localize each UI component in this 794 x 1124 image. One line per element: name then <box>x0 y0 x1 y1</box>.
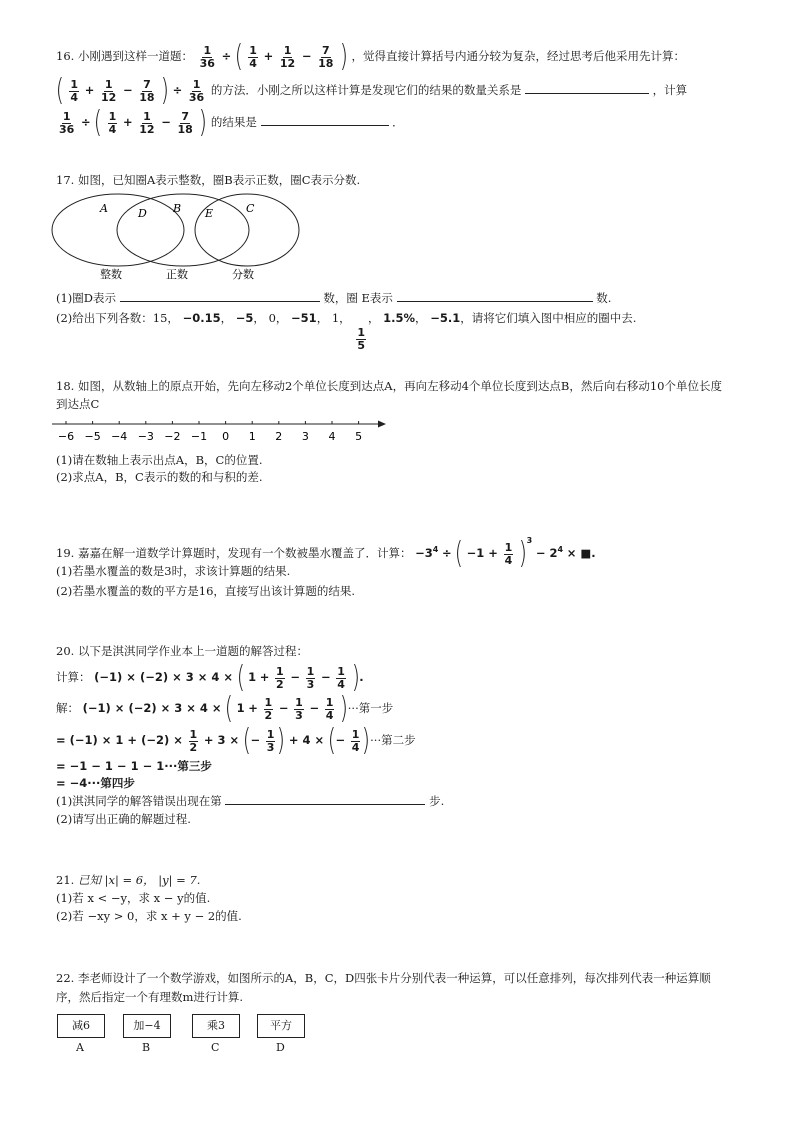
q19-line1: 19. 嘉嘉在解一道数学计算题时，发现有一个数被墨水覆盖了．计算： $-3^4$ ÷ ( −1 + $\frac{1}{4}$ )$^3 - 2^4$ × ■. <box>56 536 596 571</box>
q16-line3: $\frac{1}{36}$ ÷ ( $\frac{1}{4}$ + $\frac{1}{12}$ − $\frac{7}{18}$ ) 的结果是 ． <box>59 105 404 140</box>
number-line-tick-label: −2 <box>164 430 181 443</box>
fraction: $\frac{1}{4}$ <box>108 109 117 136</box>
venn-label-d: D <box>138 207 147 220</box>
number-line-tick-label: −3 <box>137 430 154 443</box>
answer-blank[interactable] <box>397 291 593 302</box>
q22-number: 22. <box>56 971 75 985</box>
number-line-tick-label: 3 <box>301 430 309 443</box>
q21-line1: 21. 已知 |x| = 6， |y| = 7. <box>56 873 201 887</box>
card-d: 平方 <box>257 1014 305 1038</box>
fraction: $\frac{1}{3}$ <box>306 664 315 691</box>
card-label-d: D <box>276 1041 285 1054</box>
q22-line2: 序，然后指定一个有理数m进行计算. <box>56 990 244 1004</box>
answer-blank[interactable] <box>225 794 425 805</box>
number-line-tick-label: 5 <box>355 430 363 443</box>
q20-number: 20. <box>56 644 75 658</box>
fraction: $\frac{1}{3}$ <box>266 727 275 754</box>
q18-number: 18. <box>56 379 75 393</box>
card-a: 减6 <box>57 1014 105 1038</box>
fraction: $\frac{1}{4}$ <box>249 43 257 70</box>
venn-label-c: C <box>246 202 255 215</box>
fraction: $\frac{1}{4}$ <box>325 695 334 722</box>
q21-part2: (2)若 −xy > 0，求 x + y − 2的值. <box>56 909 242 923</box>
fraction: $\frac{1}{12}$ <box>279 43 296 70</box>
venn-caption-fractions: 分数 <box>232 268 254 281</box>
q18-line2: 到达点C <box>56 397 100 411</box>
q16-line2-text: 的方法．小刚之所以这样计算是发现它们的结果的数量关系是 <box>210 83 522 97</box>
q16-intro: 小刚遇到这样一道题： <box>77 49 193 63</box>
q18-part2: (2)求点A，B，C表示的数的和与积的差. <box>56 470 263 484</box>
q20-part1: (1)淇淇同学的解答错误出现在第 步. <box>56 794 445 808</box>
fraction: $\frac{7}{18}$ <box>318 43 334 70</box>
number-line-tick-label: 2 <box>275 430 283 443</box>
card-c: 乘3 <box>192 1014 240 1038</box>
q16-line2: ( $\frac{1}{4}$ + $\frac{1}{12}$ − $\frac{7}{18}$ ) ÷ $\frac{1}{36}$ 的方法．小刚之所以这样计算是发现它们的结果的数量关系是 ，计算 <box>55 73 688 108</box>
q16-line1: 16. 小刚遇到这样一道题： $\frac{1}{36}$ ÷ ( $\frac{1}{4}$ + $\frac{1}{12}$ − $\frac{7}{18}$ ) ，觉得直接计算括号内通分较为复杂，经过思考后他采用先计算： <box>56 39 685 74</box>
number-line-tick-label: −6 <box>57 430 75 443</box>
q17-number: 17. <box>56 173 75 187</box>
fraction: $\frac{7}{18}$ <box>177 109 193 136</box>
fraction: $\frac{1}{4}$ <box>337 664 345 691</box>
answer-blank[interactable] <box>261 115 389 126</box>
q20-step2: = (−1) × 1 + (−2) × $\frac{1}{2}$ + 3 × (− $\frac{1}{3}$ ) + 4 × (− $\frac{1}{4}$ )···第二步 <box>56 723 416 758</box>
fraction: $\frac{1}{12}$ <box>139 109 155 136</box>
q20-step3: = −1 − 1 − 1 − 1···第三步 <box>56 759 212 773</box>
venn-label-b: B <box>173 202 182 215</box>
fraction: $\frac{1}{4}$ <box>70 77 79 104</box>
fraction: $\frac{1}{36}$ <box>188 77 205 104</box>
q18-part1: (1)请在数轴上表示出点A，B，C的位置. <box>56 453 263 467</box>
q21-number: 21. <box>56 873 75 887</box>
answer-blank[interactable] <box>120 291 320 302</box>
q20-part2: (2)请写出正确的解题过程. <box>56 812 191 826</box>
fraction: $\frac{1}{36}$ <box>59 109 75 136</box>
card-label-b: B <box>142 1041 151 1054</box>
q19-part1: (1)若墨水覆盖的数是3时，求该计算题的结果. <box>56 564 291 578</box>
venn-label-e: E <box>205 207 214 220</box>
number-line-tick-label: 4 <box>328 430 336 443</box>
q19-number: 19. <box>56 546 75 560</box>
venn-label-a: A <box>100 202 108 215</box>
q18-line1: 18. 如图，从数轴上的原点开始，先向左移动2个单位长度到达点A，再向左移动4个单位长度到达点B，然后向右移动10个单位长度 <box>56 379 722 393</box>
answer-blank[interactable] <box>525 83 649 94</box>
q20-calc: 计算： (−1) × (−2) × 3 × 4 × ( 1 + $\frac{1}{2}$ − $\frac{1}{3}$ − $\frac{1}{4}$ ). <box>56 660 364 695</box>
fraction: $\frac{1}{2}$ <box>276 664 284 691</box>
q17-part2: (2)给出下列各数：15， −0.15， −5， 0， −51， 1， $\frac{1}{5}$ ， 1.5%， −5.1，请将它们填入图中相应的圈中去. <box>56 311 637 352</box>
number-line-tick-label: 1 <box>248 430 256 443</box>
fraction: $\frac{1}{12}$ <box>100 77 117 104</box>
q17-line1 <box>56 172 360 188</box>
card-label-c: C <box>211 1041 220 1054</box>
q16-number: 16. <box>56 49 75 63</box>
venn-caption-positive: 正数 <box>166 268 188 281</box>
fraction: $\frac{1}{2}$ <box>189 727 198 754</box>
q22-line1: 22. 李老师设计了一个数学游戏，如图所示的A，B，C，D四张卡片分别代表一种运算，可以任意排列，每次排列代表一种运算顺 <box>56 971 711 985</box>
q21-part1: (1)若 x < −y，求 x − y的值. <box>56 891 211 905</box>
fraction: $\frac{1}{2}$ <box>264 695 273 722</box>
fraction: $\frac{1}{4}$ <box>351 727 360 754</box>
number-line-tick-label: −5 <box>84 430 101 443</box>
number-line-tick-label: 0 <box>222 430 230 443</box>
q20-line1: 20. 以下是淇淇同学作业本上一道题的解答过程： <box>56 644 308 658</box>
q20-step4: = −4···第四步 <box>56 776 135 790</box>
number-line <box>50 412 390 446</box>
venn-caption-integers: 整数 <box>100 268 122 281</box>
fraction: $\frac{1}{3}$ <box>295 695 303 722</box>
q16-after: ，觉得直接计算括号内通分较为复杂，经过思考后他采用先计算： <box>351 49 685 63</box>
number-line-tick-label: −1 <box>190 430 208 443</box>
fraction: $\frac{1}{36}$ <box>199 43 215 70</box>
q17-intro: 如图，已知圈A表示整数，圈B表示正数，圈C表示分数. <box>77 173 361 187</box>
number-line-tick-label: −4 <box>111 430 128 443</box>
fraction: $\frac{1}{4}$ <box>504 540 513 567</box>
venn-diagram <box>50 190 310 285</box>
q17-part1: (1)圈D表示 数，圈 E表示 数. <box>56 291 612 305</box>
card-b: 加−4 <box>123 1014 171 1038</box>
q20-solution: 解： (−1) × (−2) × 3 × 4 × ( 1 + $\frac{1}{2}$ − $\frac{1}{3}$ − $\frac{1}{4}$ )···第一步 <box>56 691 394 726</box>
card-label-a: A <box>76 1041 84 1054</box>
fraction: $\frac{7}{18}$ <box>139 77 155 104</box>
fraction: $\frac{1}{5}$ <box>357 326 365 352</box>
q19-part2: (2)若墨水覆盖的数的平方是16，直接写出该计算题的结果. <box>56 584 356 598</box>
